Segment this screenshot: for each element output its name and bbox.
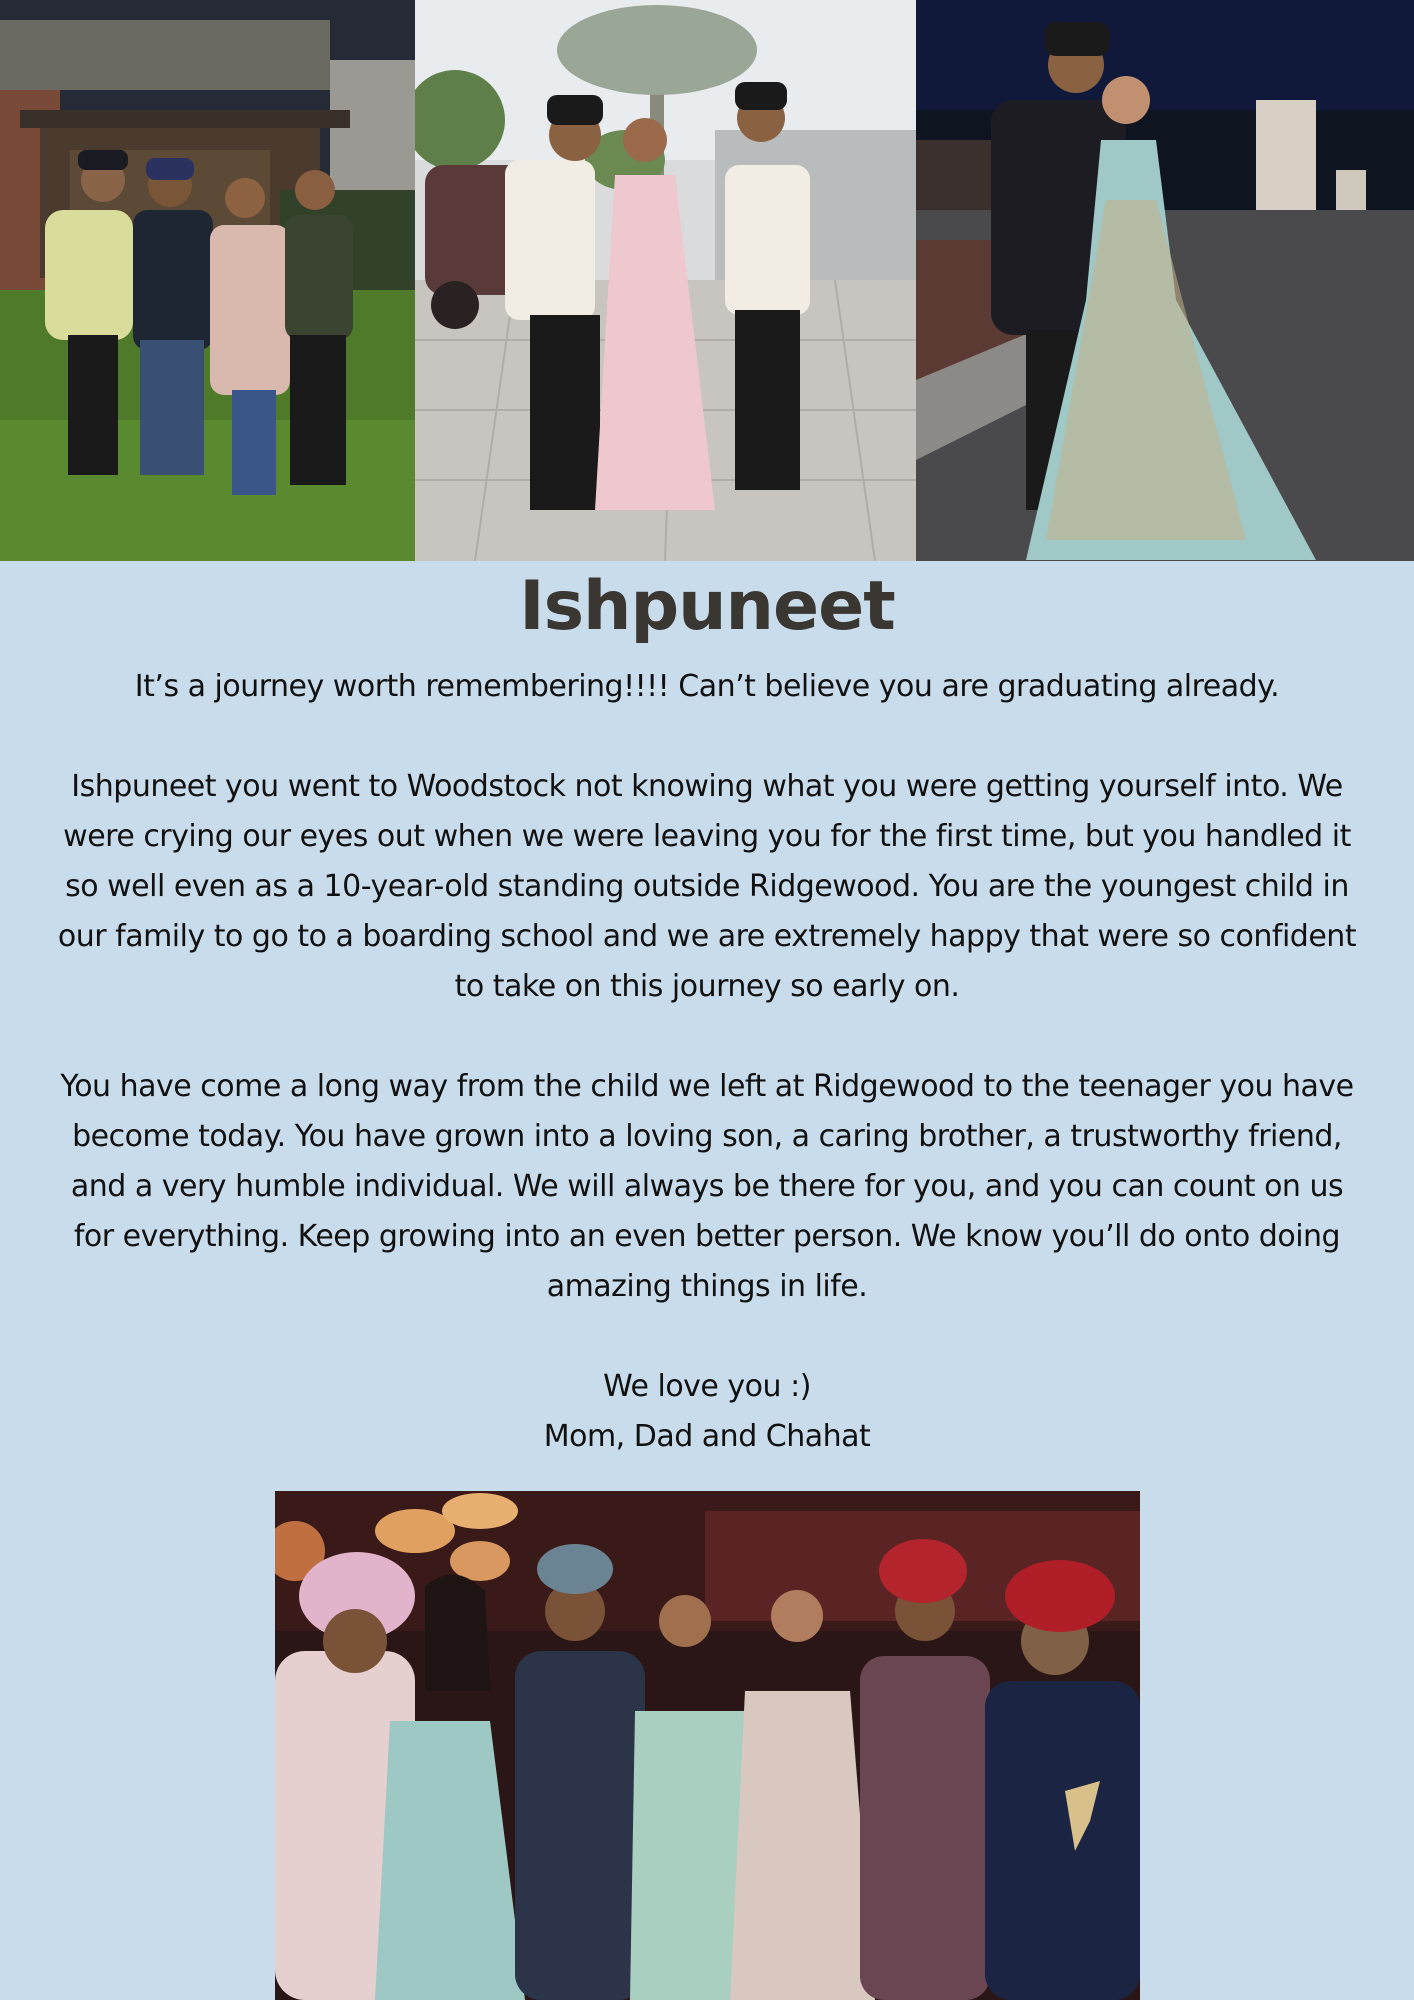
- message-paragraph-3: You have come a long way from the child we left at Ridgewood to the teenager you have become today. You have grown into a loving son, a caring brother, a trustworthy friend, and a very humble individual. We will always be there for you, and you can count on us for everything. Keep growing into an even better person. We know you’ll do onto doing amazing things in life.: [60, 1069, 1354, 1304]
- top-photo-strip: [0, 0, 1414, 561]
- family-night-lawn-photo: [0, 0, 415, 561]
- message-paragraph-1: It’s a journey worth remembering!!!! Can’t believe you are graduating already.: [134, 669, 1280, 704]
- wedding-group-photo: [275, 1491, 1140, 2000]
- couple-night-event-photo: [916, 0, 1414, 561]
- message-body: [50, 662, 1364, 1462]
- message-paragraph-2: Ishpuneet you went to Woodstock not knowing what you were getting yourself into. We were crying our eyes out when we were leaving you for the first time, but you handled it so well even as a 10-year-old standing outside Ridgewood. You are the youngest child in our family to go to a boarding school and we are extremely happy that were so confident to take on this journey so early on.: [57, 769, 1357, 1004]
- trio-vintage-car-photo: [415, 0, 916, 561]
- page-title: Ishpuneet: [519, 567, 895, 646]
- closing-signature: Mom, Dad and Chahat: [543, 1419, 871, 1454]
- closing-line: [50, 1362, 1364, 1462]
- closing-love: We love you :): [603, 1369, 811, 1404]
